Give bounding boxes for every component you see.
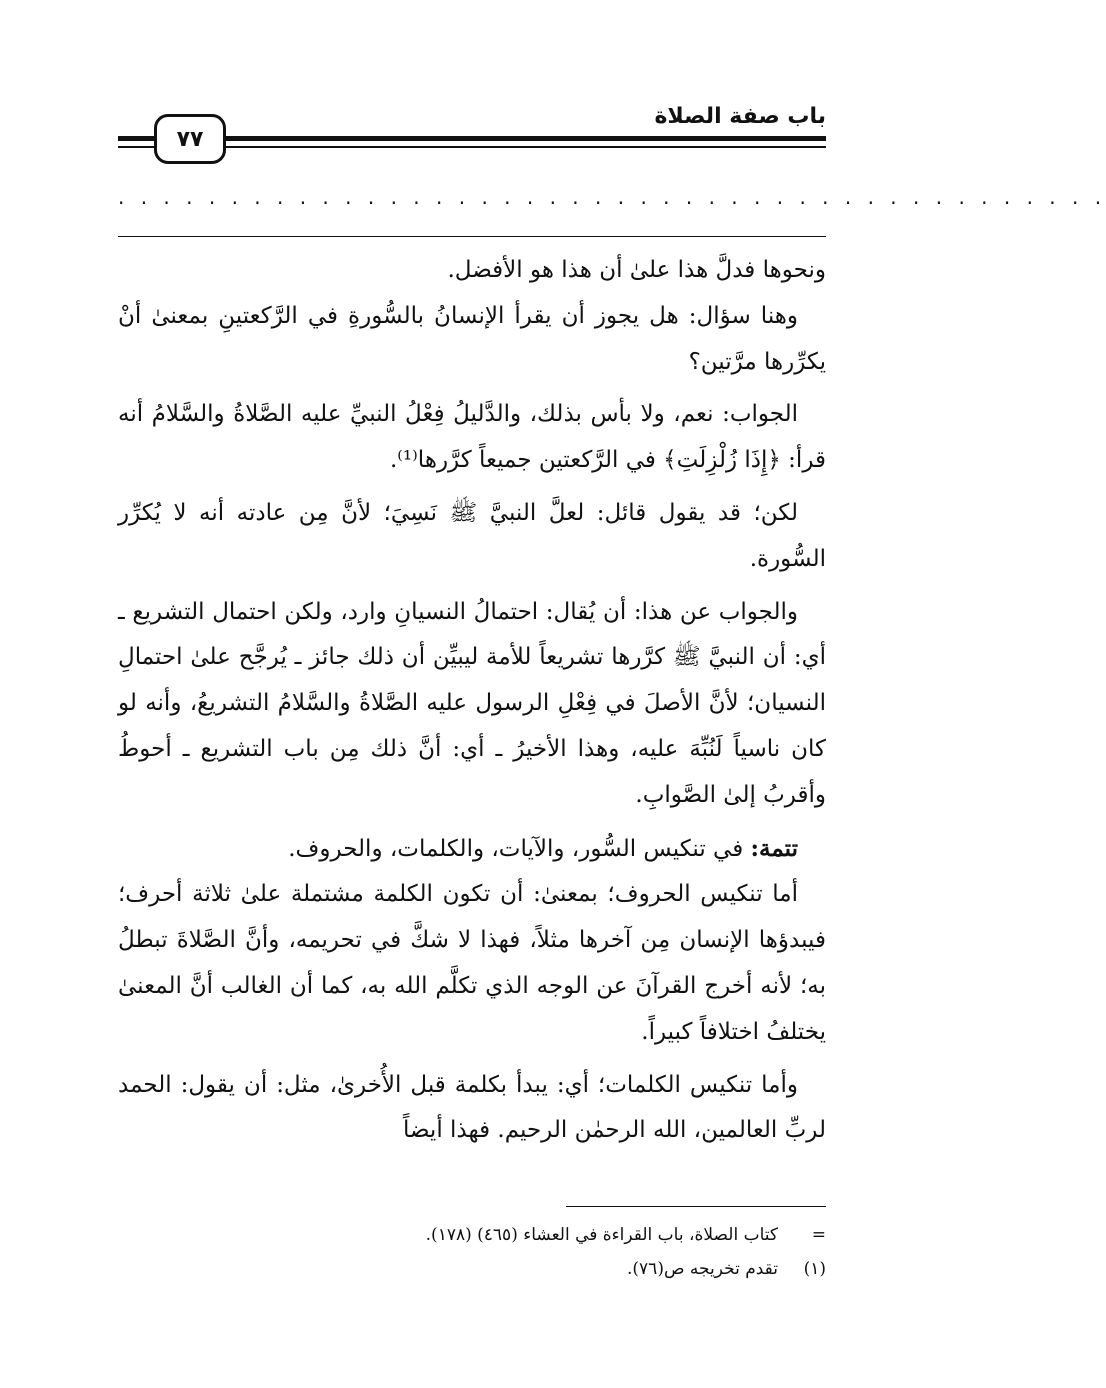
paragraph: وهنا سؤال: هل يجوز أن يقرأ الإنسانُ بالسُّورةِ في الرَّكعتينِ بمعنىٰ أنْ يكرِّرها مرَّتين؟ (118, 302, 826, 375)
footnote-text: تقدم تخريجه ص(٧٦). (627, 1259, 778, 1279)
footnotes (118, 1218, 826, 1286)
footnote (118, 1252, 826, 1286)
paragraph: أما تنكيس الحروف؛ بمعنىٰ: أن تكون الكلمة مشتملة علىٰ ثلاثة أحرف؛ فيبدؤها الإنسان مِن آخرها مثلاً، فهذا لا شكَّ في تحريمه، وأنَّ الصَّلاةَ تبطلُ به؛ لأنه أخرج القرآنَ عن الوجه الذي تكلَّم الله به، كما أن الغالب أنَّ المعنىٰ يختلفُ اختلافاً كبيراً. (118, 881, 826, 1045)
footnote-text: كتاب الصلاة، باب القراءة في العشاء (٤٦٥) (١٧٨). (425, 1225, 778, 1245)
paragraph: ونحوها فدلَّ هذا علىٰ أن هذا هو الأفضل. (447, 257, 826, 283)
dotted-separator: . . . . . . . . . . . . . . . . . . . . . . . . . . . . . . . . . . . . . . . . . . . . (118, 185, 1106, 209)
paragraph: لكن؛ قد يقول قائل: لعلَّ النبيَّ ﷺ نَسِيَ؛ لأنَّ مِن عادته أنه لا يُكرِّر السُّورة. (118, 499, 826, 572)
paragraph: الجواب: نعم، ولا بأس بذلك، والدَّليلُ فِعْلُ النبيِّ عليه الصَّلاةُ والسَّلامُ أنه قرأ: ﴿إِذَا زُلْزِلَتِ﴾ في الرَّكعتين جميعاً كرَّرها⁽¹⁾. (118, 401, 826, 474)
footnote-rule (566, 1206, 826, 1207)
chapter-title: باب صفة الصلاة (654, 104, 826, 129)
footnote (118, 1218, 826, 1252)
page-number: ٧٧ (154, 114, 226, 164)
paragraph: والجواب عن هذا: أن يُقال: احتمالُ النسيانِ وارد، ولكن احتمال التشريع ـ أي: أن النبيَّ ﷺ كرَّرها تشريعاً للأمة ليبيِّن أن ذلك جائز ـ يُرجَّح علىٰ احتمالِ النسيان؛ لأنَّ الأصلَ في فِعْلِ الرسول عليه الصَّلاةُ والسَّلامُ التشريعُ، وأنه لو كان ناسياً لَنُبِّهَ عليه، وهذا الأخيرُ ـ أي: أنَّ ذلك مِن باب التشريع ـ أحوطُ وأقربُ إلىٰ الصَّوابِ. (118, 598, 826, 808)
main-text (118, 248, 826, 1154)
tatimma-label: تتمة: (750, 834, 798, 862)
page-header (118, 100, 826, 164)
tatimma-text: في تنكيس السُّور، والآيات، والكلمات، والحروف. (288, 835, 744, 862)
footnote-mark: (١) (803, 1259, 826, 1279)
tatimma-paragraph (118, 826, 826, 873)
paragraph: وأما تنكيس الكلمات؛ أي: يبدأ بكلمة قبل الأُخرىٰ، مثل: أن يقول: الحمد لربِّ العالمين، الله الرحمٰن الرحيم. فهذا أيضاً (118, 1071, 826, 1144)
section-rule (118, 236, 826, 237)
footnote-mark: = (811, 1225, 826, 1245)
